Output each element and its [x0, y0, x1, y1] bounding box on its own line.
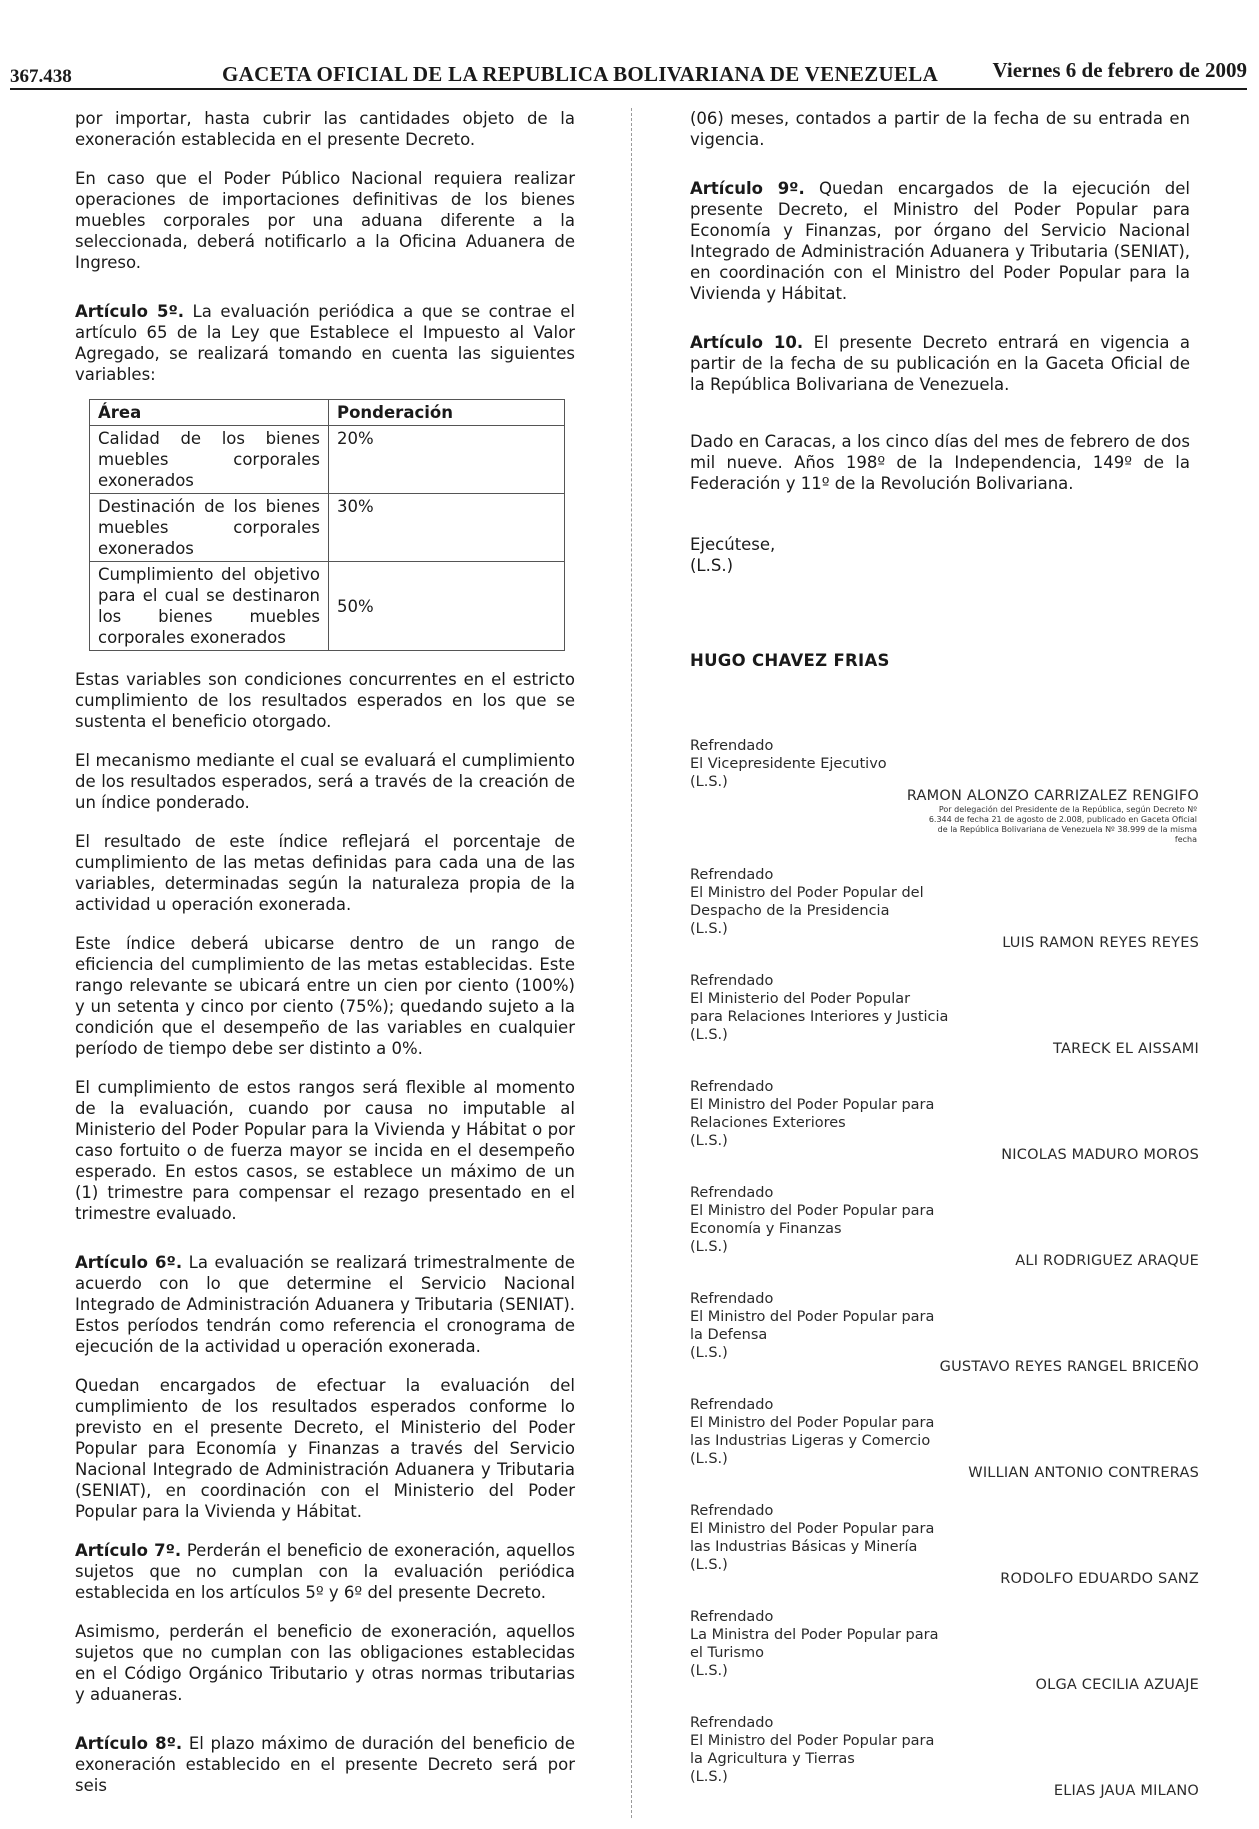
ls-seal: (L.S.)	[690, 1133, 728, 1149]
ls-seal: (L.S.)	[690, 1027, 728, 1043]
refrendado-label: Refrendado	[690, 1079, 774, 1095]
paragraph-dado: Dado en Caracas, a los cinco días del mes de febrero de dos mil nueve. Años 198º de la Independencia, 149º de la Federación y 11º de la Revolución Bolivariana.	[690, 432, 1190, 493]
weight-cell: 50%	[329, 562, 565, 651]
official-title: El Ministro del Poder Popular para	[690, 1203, 935, 1219]
official-title: las Industrias Básicas y Minería	[690, 1539, 918, 1555]
official-title: La Ministra del Poder Popular para	[690, 1627, 939, 1643]
ls-seal: (L.S.)	[690, 1451, 728, 1467]
official-title: Despacho de la Presidencia	[690, 903, 890, 919]
ls-seal: (L.S.)	[690, 1663, 728, 1679]
ls-seal: (L.S.)	[690, 556, 734, 575]
president-name: HUGO CHAVEZ FRIAS	[690, 651, 890, 670]
table-row	[90, 562, 565, 651]
countersign-block	[690, 1714, 990, 1786]
official-title: El Ministerio del Poder Popular	[690, 991, 911, 1007]
weighting-table	[89, 399, 565, 651]
official-title: la Agricultura y Tierras	[690, 1751, 855, 1767]
paragraph: El resultado de este índice reflejará el porcentaje de cumplimiento de las metas definidas para cada una de las variables, determinadas según la naturaleza propia de la actividad u operación exonerada.	[75, 832, 575, 914]
refrendado-label: Refrendado	[690, 1503, 774, 1519]
minister-name: ELIAS JAUA MILANO	[1053, 1783, 1199, 1799]
article-label: Artículo 7º.	[75, 1541, 182, 1560]
table-row	[90, 494, 565, 562]
paragraph: El mecanismo mediante el cual se evaluará el cumplimiento de los resultados esperados, será a través de la creación de un índice ponderado.	[75, 751, 575, 812]
paragraph: (06) meses, contados a partir de la fecha de su entrada en vigencia.	[690, 109, 1190, 149]
article-label: Artículo 6º.	[75, 1253, 183, 1272]
countersign-block	[690, 1608, 990, 1680]
official-title: El Ministro del Poder Popular para	[690, 1521, 935, 1537]
article-7	[75, 1540, 575, 1603]
article-label: Artículo 5º.	[75, 302, 185, 321]
ls-seal: (L.S.)	[690, 1345, 728, 1361]
ls-seal: (L.S.)	[690, 1239, 728, 1255]
paragraph: Quedan encargados de efectuar la evaluación del cumplimiento de los resultados esperados conforme lo previsto en el presente Decreto, el Ministerio del Poder Popular para Economía y Finanzas a través del Servicio Nacional Integrado de Administración Aduanera y Tributaria (SENIAT), en coordinación con el Ministerio del Poder Popular para la Vivienda y Hábitat.	[75, 1376, 575, 1521]
minister-name: TARECK EL AISSAMI	[1053, 1041, 1199, 1057]
table-row	[90, 426, 565, 494]
countersign-block	[690, 1396, 990, 1468]
ejecutese: Ejecútese,	[690, 535, 776, 554]
article-text: El presente Decreto entrará en vigencia a partir de la fecha de su publicación en la Gaceta Oficial de la República Bolivariana de Venezuela.	[690, 333, 1190, 394]
refrendado-label: Refrendado	[690, 1397, 774, 1413]
right-column	[690, 108, 1190, 671]
official-title: la Defensa	[690, 1327, 768, 1343]
countersign-block	[690, 1290, 990, 1362]
refrendado-label: Refrendado	[690, 1715, 774, 1731]
article-text: La evaluación se realizará trimestralmente de acuerdo con lo que determine el Servicio Nacional Integrado de Administración Aduanera y Tributaria (SENIAT). Estos períodos tendrán como referencia el cronograma de ejecución de la actividad u operación exonerada.	[75, 1253, 575, 1356]
official-title: Relaciones Exteriores	[690, 1115, 846, 1131]
refrendado-label: Refrendado	[690, 738, 774, 754]
article-label: Artículo 9º.	[690, 179, 805, 198]
article-text: El plazo máximo de duración del beneficio de exoneración establecido en el presente Decreto será por seis	[75, 1734, 575, 1795]
countersign-block	[690, 1078, 990, 1150]
weight-cell: 30%	[329, 494, 565, 562]
minister-name: LUIS RAMON REYES REYES	[1002, 935, 1199, 951]
official-title: El Ministro del Poder Popular para	[690, 1097, 935, 1113]
left-column	[75, 108, 575, 1796]
column-header-weight: Ponderación	[329, 400, 565, 426]
official-title: para Relaciones Interiores y Justicia	[690, 1009, 949, 1025]
official-title: El Vicepresidente Ejecutivo	[690, 756, 887, 772]
article-label: Artículo 10.	[690, 333, 804, 352]
countersign-block	[690, 972, 990, 1044]
minister-name: NICOLAS MADURO MOROS	[1001, 1147, 1199, 1163]
column-divider	[631, 108, 632, 1818]
refrendado-label: Refrendado	[690, 1609, 774, 1625]
ls-seal: (L.S.)	[690, 1557, 728, 1573]
paragraph: El cumplimiento de estos rangos será flexible al momento de la evaluación, cuando por causa no imputable al Ministerio del Poder Popular para la Vivienda y Hábitat o por caso fortuito o de fuerza mayor se incida en el desempeño esperado. En estos casos, se establece un máximo de un (1) trimestre para compensar el rezago presentado en el trimestre evaluado.	[75, 1078, 575, 1223]
article-5	[75, 301, 575, 385]
weight-cell: 20%	[329, 426, 565, 494]
minister-name: GUSTAVO REYES RANGEL BRICEÑO	[939, 1359, 1199, 1375]
minister-name: WILLIAN ANTONIO CONTRERAS	[968, 1465, 1199, 1481]
countersign-block	[690, 866, 990, 938]
paragraph: Asimismo, perderán el beneficio de exoneración, aquellos sujetos que no cumplan con las obligaciones establecidas en el Código Orgánico Tributario y otras normas tributarias y aduaneras.	[75, 1622, 575, 1704]
table-header-row	[90, 400, 565, 426]
minister-name: OLGA CECILIA AZUAJE	[1035, 1677, 1199, 1693]
paragraph: Estas variables son condiciones concurrentes en el estricto cumplimiento de los resultados esperados en los que se sustenta el beneficio otorgado.	[75, 670, 575, 731]
countersign-block	[690, 1502, 990, 1574]
article-6	[75, 1252, 575, 1357]
refrendado-label: Refrendado	[690, 1185, 774, 1201]
ls-seal: (L.S.)	[690, 921, 728, 937]
article-9	[690, 178, 1190, 304]
official-title: El Ministro del Poder Popular para	[690, 1309, 935, 1325]
official-title: El Ministro del Poder Popular para	[690, 1733, 935, 1749]
official-title: las Industrias Ligeras y Comercio	[690, 1433, 931, 1449]
official-title: El Ministro del Poder Popular del	[690, 885, 924, 901]
area-cell: Destinación de los bienes muebles corporales exonerados	[90, 494, 329, 562]
official-title: El Ministro del Poder Popular para	[690, 1415, 935, 1431]
delegation-note: Por delegación del Presidente de la República, según Decreto Nº 6.344 de fecha 21 de agosto de 2.008, publicado en Gaceta Oficial de la República Bolivariana de Venezuela Nº 38.999 de la misma fecha	[928, 805, 1197, 844]
ls-seal: (L.S.)	[690, 774, 728, 790]
area-cell: Calidad de los bienes muebles corporales exonerados	[90, 426, 329, 494]
paragraph: En caso que el Poder Público Nacional requiera realizar operaciones de importaciones definitivas de los bienes muebles corporales por una aduana diferente a la seleccionada, deberá notificarlo a la Oficina Aduanera de Ingreso.	[75, 169, 575, 272]
refrendado-label: Refrendado	[690, 867, 774, 883]
official-title: el Turismo	[690, 1645, 764, 1661]
countersign-block	[690, 1184, 990, 1256]
article-label: Artículo 8º.	[75, 1734, 183, 1753]
official-title: Economía y Finanzas	[690, 1221, 842, 1237]
paragraph: por importar, hasta cubrir las cantidades objeto de la exoneración establecida en el presente Decreto.	[75, 109, 575, 149]
ls-seal: (L.S.)	[690, 1769, 728, 1785]
minister-name: RODOLFO EDUARDO SANZ	[1000, 1571, 1199, 1587]
issue-date: Viernes 6 de febrero de 2009	[992, 58, 1247, 82]
refrendado-label: Refrendado	[690, 973, 774, 989]
article-text: La evaluación periódica a que se contrae el artículo 65 de la Ley que Establece el Impuesto al Valor Agregado, se realizará tomando en cuenta las siguientes variables:	[75, 302, 575, 384]
page-number: 367.438	[10, 66, 72, 87]
minister-name: ALI RODRIGUEZ ARAQUE	[1015, 1253, 1199, 1269]
article-text: Quedan encargados de la ejecución del presente Decreto, el Ministro del Poder Popular para Economía y Finanzas, por órgano del Servicio Nacional Integrado de Administración Aduanera y Tributaria (SENIAT), en coordinación con el Ministro del Poder Popular para la Vivienda y Hábitat.	[690, 179, 1190, 303]
column-header-area: Área	[90, 400, 329, 426]
area-cell: Cumplimiento del objetivo para el cual se destinaron los bienes muebles corporales exonerados	[90, 562, 329, 651]
paragraph: Este índice deberá ubicarse dentro de un rango de eficiencia del cumplimiento de las metas establecidas. Este rango relevante se ubicará entre un cien por ciento (100%) y un setenta y cinco por ciento (75%); quedando sujeto a la condición que el desempeño de las variables en cualquier período de tiempo debe ser distinto a 0%.	[75, 934, 575, 1058]
minister-name: RAMON ALONZO CARRIZALEZ RENGIFO	[906, 788, 1199, 804]
article-8	[75, 1733, 575, 1796]
article-10	[690, 332, 1190, 395]
gazette-header	[10, 58, 1247, 90]
gazette-title: GACETA OFICIAL DE LA REPUBLICA BOLIVARIANA DE VENEZUELA	[222, 62, 939, 86]
refrendado-label: Refrendado	[690, 1291, 774, 1307]
article-text: Perderán el beneficio de exoneración, aquellos sujetos que no cumplan con la evaluación periódica establecida en los artículos 5º y 6º del presente Decreto.	[75, 1541, 575, 1602]
countersign-block	[690, 737, 990, 791]
